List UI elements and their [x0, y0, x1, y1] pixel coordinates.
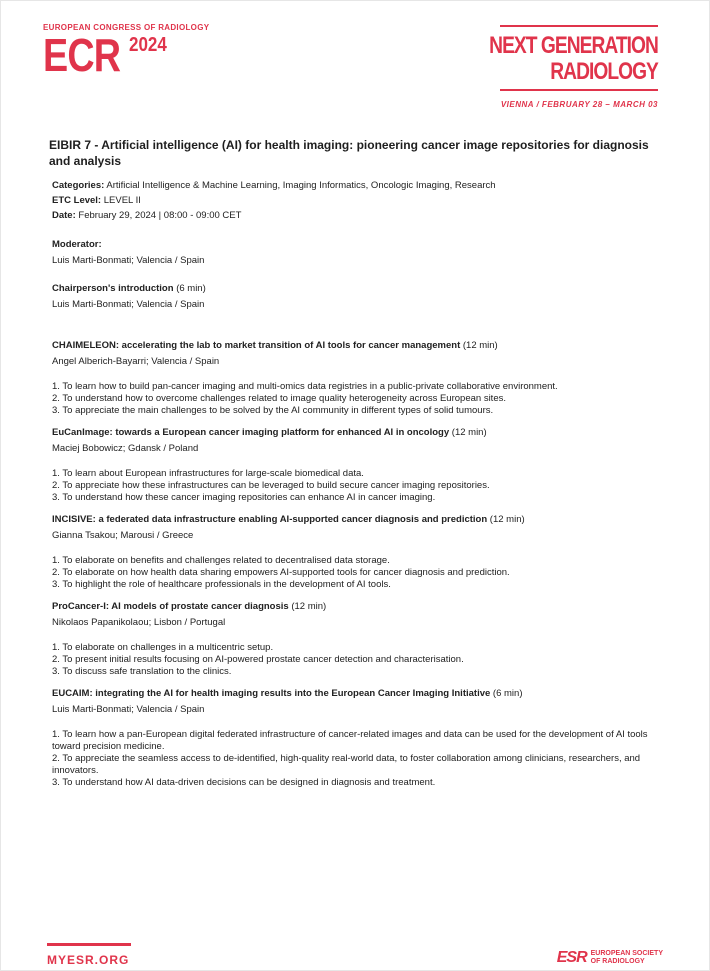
talk-item	[52, 514, 669, 591]
talk-objectives	[52, 729, 669, 789]
tagline-top-rule	[500, 25, 658, 27]
tagline-bottom-rule	[500, 89, 658, 91]
ecr-letters: ECR	[43, 29, 121, 81]
talk-item	[52, 688, 669, 789]
talk-title: EUCAIM: integrating the AI for health imaging results into the European Cancer Imaging Initiative	[52, 688, 491, 699]
intro-block	[52, 283, 669, 311]
objective-item: 2. To elaborate on how health data sharing empowers AI-supported tools for cancer diagnosis and prediction.	[52, 567, 510, 578]
talk-speaker: Maciej Bobowicz; Gdansk / Poland	[52, 443, 199, 454]
etc-level-label: ETC Level:	[52, 195, 102, 206]
talk-speaker: Luis Marti-Bonmati; Valencia / Spain	[52, 704, 205, 715]
talk-duration: (12 min)	[489, 514, 525, 525]
objective-item: 1. To elaborate on challenges in a multicentric setup.	[52, 642, 274, 653]
intro-title: Chairperson's introduction	[52, 283, 174, 294]
esr-logo	[557, 949, 663, 967]
talk-duration: (6 min)	[492, 688, 523, 699]
talk-item	[52, 601, 669, 678]
date-value: February 29, 2024 | 08:00 - 09:00 CET	[78, 210, 242, 221]
esr-mark: ESR	[556, 949, 587, 966]
moderator-block	[52, 239, 669, 267]
talk-speaker: Gianna Tsakou; Marousi / Greece	[52, 530, 194, 541]
talk-title: CHAIMELEON: accelerating the lab to market transition of AI tools for cancer management	[52, 340, 461, 351]
categories-label: Categories:	[52, 180, 105, 191]
footer-rule	[47, 943, 131, 946]
objective-item: 1. To learn about European infrastructures for large-scale biomedical data.	[52, 468, 364, 479]
talk-title: EuCanImage: towards a European cancer imaging platform for enhanced AI in oncology	[52, 427, 450, 438]
ecr-year: 2024	[129, 34, 167, 56]
date-label: Date:	[52, 210, 76, 221]
objective-item: 3. To discuss safe translation to the clinics.	[52, 666, 232, 677]
objective-item: 1. To learn how a pan-European digital federated infrastructure of cancer-related images and data can be used for the development of AI tools toward precision medicine.	[52, 729, 648, 752]
categories-value: Artificial Intelligence & Machine Learning, Imaging Informatics, Oncologic Imaging, Research	[106, 180, 496, 191]
talk-duration: (12 min)	[462, 340, 498, 351]
talk-objectives	[52, 381, 669, 417]
talk-duration: (12 min)	[291, 601, 327, 612]
objective-item: 3. To understand how these cancer imaging repositories can enhance AI in cancer imaging.	[52, 492, 436, 503]
objective-item: 2. To understand how to overcome challenges related to image quality heterogeneity across European sites.	[52, 393, 506, 404]
myesr-link[interactable]: MYESR.ORG	[47, 953, 130, 967]
etc-level-row	[52, 195, 669, 207]
talk-title: ProCancer-I: AI models of prostate cancer diagnosis	[52, 601, 289, 612]
objective-item: 3. To highlight the role of healthcare professionals in the development of AI tools.	[52, 579, 391, 590]
session-content	[49, 137, 669, 799]
esr-line-2: OF RADIOLOGY	[590, 958, 645, 965]
date-row	[52, 210, 669, 222]
talk-title: INCISIVE: a federated data infrastructure enabling AI-supported cancer diagnosis and prediction	[52, 514, 488, 525]
talk-speaker: Angel Alberich-Bayarri; Valencia / Spain	[52, 356, 220, 367]
talk-objectives	[52, 555, 669, 591]
objective-item: 1. To learn how to build pan-cancer imaging and multi-omics data registries in a public-private collaborative environment.	[52, 381, 558, 392]
tagline-line-2: RADIOLOGY	[550, 58, 658, 85]
ecr-2024-logo	[43, 23, 210, 81]
objective-item: 2. To present initial results focusing on AI-powered prostate cancer detection and characterisation.	[52, 654, 464, 665]
moderator-name: Luis Marti-Bonmati; Valencia / Spain	[52, 255, 205, 266]
objective-item: 3. To understand how AI data-driven decisions can be designed in diagnosis and treatment.	[52, 777, 436, 788]
tagline-line-1: NEXT GENERATION	[489, 32, 658, 59]
etc-level-value: LEVEL II	[103, 195, 141, 206]
objective-item: 2. To appreciate how these infrastructures can be leveraged to build secure cancer imaging repositories.	[52, 480, 490, 491]
session-title: EIBIR 7 - Artificial intelligence (AI) for health imaging: pioneering cancer image repositories for diagnosis and analysis	[49, 138, 649, 168]
congress-name: EUROPEAN CONGRESS OF RADIOLOGY	[43, 23, 210, 32]
talk-duration: (12 min)	[451, 427, 487, 438]
talk-speaker: Nikolaos Papanikolaou; Lisbon / Portugal	[52, 617, 226, 628]
next-generation-radiology-logo	[447, 25, 658, 91]
intro-speaker: Luis Marti-Bonmati; Valencia / Spain	[52, 299, 205, 310]
objective-item: 2. To appreciate the seamless access to de-identified, high-quality real-world data, to foster collaboration among clinicians, researchers, and innovators.	[52, 753, 641, 776]
talk-objectives	[52, 468, 669, 504]
congress-dates: VIENNA / FEBRUARY 28 – MARCH 03	[500, 100, 658, 109]
esr-line-1: EUROPEAN SOCIETY	[590, 950, 663, 957]
categories-row	[52, 180, 669, 192]
moderator-label: Moderator:	[52, 239, 102, 250]
objective-item: 1. To elaborate on benefits and challenges related to decentralised data storage.	[52, 555, 390, 566]
talk-objectives	[52, 642, 669, 678]
talk-item	[52, 340, 669, 417]
talk-item	[52, 427, 669, 504]
intro-duration: (6 min)	[176, 283, 206, 294]
objective-item: 3. To appreciate the main challenges to be solved by the AI community in different types of solid tumours.	[52, 405, 494, 416]
